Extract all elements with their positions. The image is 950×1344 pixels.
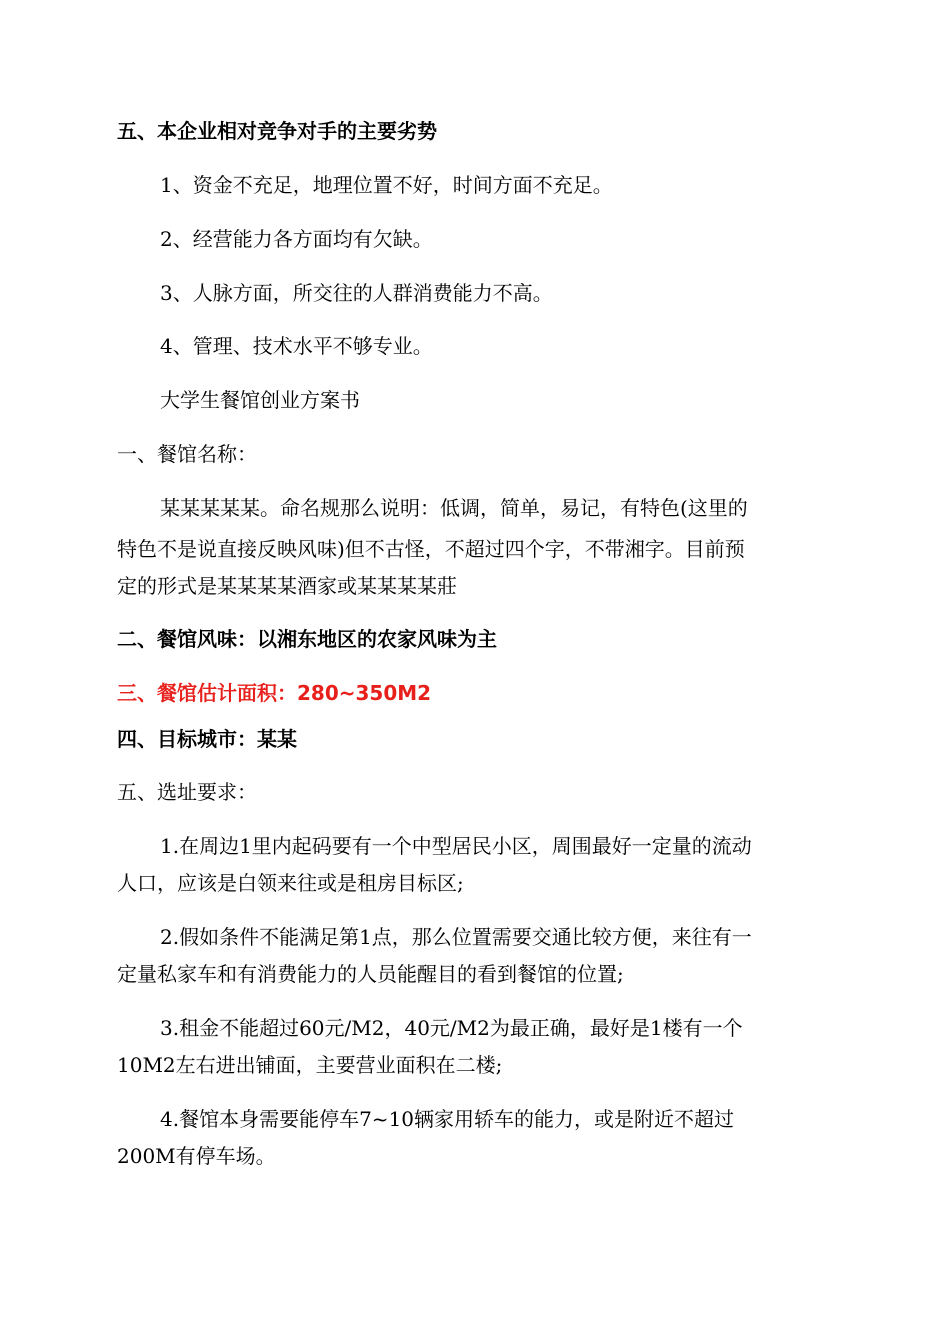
- site-item-2-line-2: 定量私家车和有消费能力的人员能醒目的看到餐馆的位置;: [117, 962, 624, 986]
- site-item-3-line-2: 10M2左右进出铺面，主要营业面积在二楼;: [117, 1053, 503, 1077]
- weakness-item-3: 3、人脉方面，所交往的人群消费能力不高。: [160, 281, 553, 305]
- flavor-heading: 二、餐馆风味：以湘东地区的农家风味为主: [117, 627, 497, 651]
- name-heading: 一、餐馆名称：: [117, 442, 257, 466]
- weakness-item-4: 4、管理、技术水平不够专业。: [160, 334, 433, 358]
- city-heading: 四、目标城市：某某: [117, 727, 297, 751]
- site-item-2-line-1: 2.假如条件不能满足第1点，那么位置需要交通比较方便，来往有一: [160, 925, 752, 949]
- weakness-item-1: 1、资金不充足，地理位置不好，时间方面不充足。: [160, 173, 613, 197]
- weakness-item-2: 2、经营能力各方面均有欠缺。: [160, 227, 433, 251]
- site-item-3-line-1: 3.租金不能超过60元/M2，40元/M2为最正确，最好是1楼有一个: [160, 1016, 743, 1040]
- site-item-1-line-2: 人口，应该是白领来往或是租房目标区;: [117, 871, 464, 895]
- section-heading-weaknesses: 五、本企业相对竞争对手的主要劣势: [117, 119, 437, 143]
- name-text-line-2: 特色不是说直接反映风味)但不古怪，不超过四个字，不带湘字。目前预: [117, 537, 745, 561]
- site-item-4-line-2: 200M有停车场。: [117, 1144, 276, 1168]
- name-text-line-1: 某某某某某。命名规那么说明：低调，简单，易记，有特色(这里的: [160, 496, 748, 520]
- site-heading: 五、选址要求：: [117, 780, 257, 804]
- site-item-1-line-1: 1.在周边1里内起码要有一个中型居民小区，周围最好一定量的流动: [160, 834, 752, 858]
- area-heading: 三、餐馆估计面积：280~350M2: [117, 681, 432, 705]
- plan-title: 大学生餐馆创业方案书: [160, 388, 360, 412]
- name-text-line-3: 定的形式是某某某某酒家或某某某某莊: [117, 574, 457, 598]
- site-item-4-line-1: 4.餐馆本身需要能停车7~10辆家用轿车的能力，或是附近不超过: [160, 1107, 735, 1131]
